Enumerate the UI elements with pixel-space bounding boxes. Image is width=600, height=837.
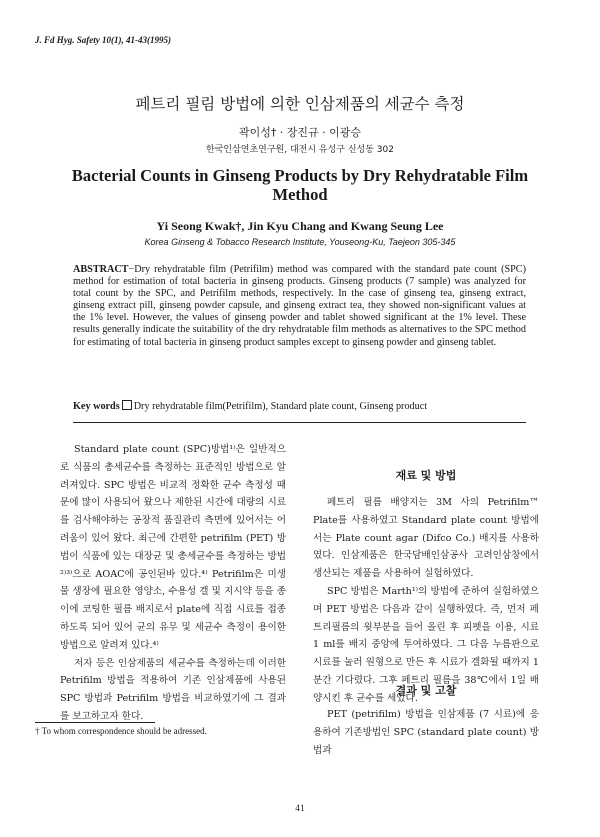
- abstract-text: −Dry rehydratable film (Petrifilm) method was compared with the standard pate count (SPC) method for estimation of total bacteria in ginseng products. Ginseng products (7 sample) was analyzed for total count by the SPC, and Petrifilm methods, respectively. In the case of ginseng tea, ginseng extract, ginseng extract pill, ginseng powder capsule, and ginseng extract tea, they showed non-significant values at the 1% level. However, the values of ginseng powder and tablet showed significant at the 1% level. These results generally indicate the suitability of the dry rehydratable film methods as alternatives to the SPC method for estimating of total bacteria in ginseng product samples except to ginseng powder and ginseng tablet.: [73, 264, 526, 348]
- intro-paragraph-1: Standard plate count (SPC)방법¹⁾은 일반적으로 식품의 총세균수를 측정하는 표준적인 방법으로 알려져있다. SPC 방법은 비교적 정확한 균수 측정성 때문에 많이 사용되어 왔으나 제한된 시간에 대량의 시료를 검사해야하는 공장적 품질관리 측면에 있어서는 어려움이 있어 왔다. 최근에 간편한 petrifilm (PET) 방법이 식품에 있는 대장균 및 총세균수를 측정하는 방법²⁾³⁾으로 AOAC에 공인된바 있다.⁴⁾ Petrifilm은 미생물 생장에 필요한 영양소, 수용성 겔 및 지시약 등을 종이에 코팅한 필름 배지로서 plate에 직접 시료를 접종하도록 되어 있어 균의 유무 및 세균수 측정이 용이한 방법으로 알려져 있다.⁴⁾: [60, 444, 286, 651]
- introduction-column: [60, 441, 286, 726]
- results-column: [313, 706, 539, 759]
- english-affiliation: Korea Ginseng & Tobacco Research Institute, Youseong-Ku, Taejeon 305-345: [144, 237, 456, 247]
- intro-paragraph-2: 저자 등은 인삼제품의 세균수를 측정하는데 이러한 Petrifilm 방법을 적용하여 기존 인삼제품에 사용된 SPC 방법과 Petrifilm 방법을 비교하였기에 그 결과를 보고하고자 한다.: [60, 657, 286, 722]
- journal-citation: J. Fd Hyg. Safety 10(1), 41-43(1995): [35, 35, 171, 45]
- materials-column: [313, 494, 539, 708]
- keywords: [73, 400, 553, 412]
- page-number: 41: [295, 804, 305, 814]
- footnote: † To whom correspondence should be adressed.: [35, 726, 207, 736]
- footnote-divider: [35, 722, 155, 723]
- keywords-text: Dry rehydratable film(Petrifilm), Standard plate count, Ginseng product: [133, 401, 428, 412]
- english-authors: Yi Seong Kwak†, Jin Kyu Chang and Kwang Seung Lee: [156, 219, 444, 233]
- results-heading: 결과 및 고찰: [395, 684, 457, 697]
- results-paragraph-1: PET (petrifilm) 방법을 인삼제품 (7 시료)에 응용하여 기존방법인 SPC (standard plate count) 방법과: [313, 709, 539, 756]
- korean-affiliation: 한국인삼연초연구원, 대전시 유성구 신성동 302: [206, 145, 394, 155]
- english-title: Bacterial Counts in Ginseng Products by Dry Rehydratable Film Method: [71, 166, 529, 204]
- keywords-label: Key words: [73, 401, 120, 412]
- korean-authors: 곽이성† · 장진규 · 이광승: [238, 126, 362, 139]
- materials-paragraph-2: SPC 방법은 Marth¹⁾의 방법에 준하여 실험하였으며 PET 방법은 다음과 같이 실행하였다. 즉, 먼저 페트리필름의 윗부분을 들어 올린 후 피펫을 이용, 시료 1 ml를 배지 중앙에 투여하였다. 그 다음 누름판으로 시료를 눌러 원형으로 만든 후 시료가 겔화될 때까지 1분간 기다렸다. 그후 페트리 필름을 38℃에서 1일 배양시킨 후 균수를 세었다.: [313, 585, 539, 704]
- korean-title: 페트리 필림 방법에 의한 인삼제품의 세균수 측정: [135, 95, 465, 113]
- abstract: [73, 264, 526, 349]
- abstract-label: ABSTRACT: [73, 264, 129, 275]
- materials-heading: 재료 및 방법: [395, 469, 457, 482]
- checkbox-icon: [122, 400, 132, 410]
- materials-paragraph-1: 페트리 필름 배양지는 3M 사의 Petrifilm™ Plate를 사용하였고 Standard plate count 방법에서는 Plate count agar (Difco Co.) 배지를 사용하였다. 인삼제품은 한국담배인삼공사 고려인삼창에서 생산되는 제품을 사용하여 실험하였다.: [313, 497, 539, 580]
- divider: [73, 422, 526, 423]
